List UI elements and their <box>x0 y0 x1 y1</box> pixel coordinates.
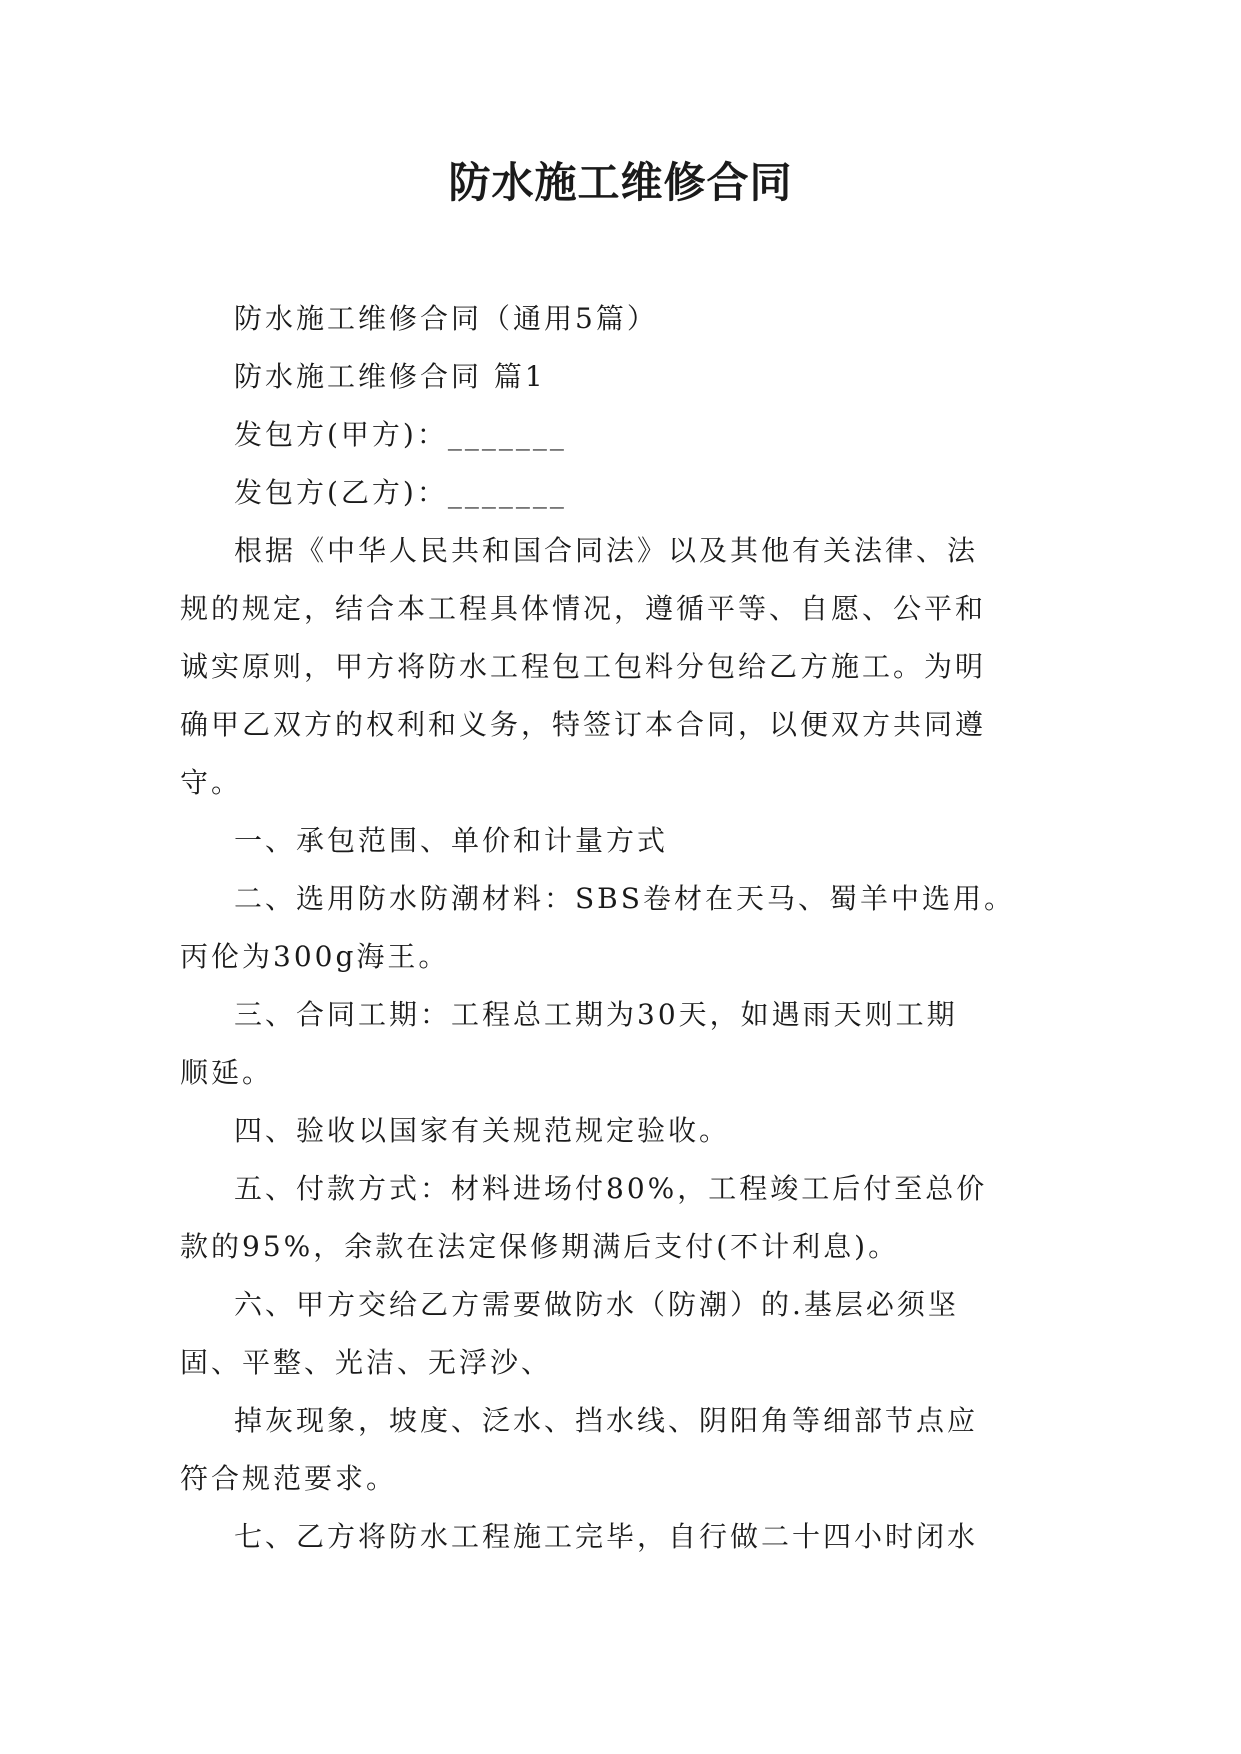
intro-paragraph-line: 守。 <box>180 766 243 799</box>
clause-6-continuation-line: 符合规范要求。 <box>180 1462 398 1495</box>
clause-1: 一、承包范围、单价和计量方式 <box>234 824 669 857</box>
clause-6-line: 六、甲方交给乙方需要做防水（防潮）的.基层必须坚 <box>234 1288 959 1321</box>
intro-paragraph-line: 确甲乙双方的权利和义务，特签订本合同，以便双方共同遵 <box>180 708 987 741</box>
clause-7-line: 七、乙方将防水工程施工完毕，自行做二十四小时闭水 <box>234 1520 979 1553</box>
clause-4: 四、验收以国家有关规范规定验收。 <box>234 1114 731 1147</box>
intro-paragraph-line: 规的规定，结合本工程具体情况，遵循平等、自愿、公平和 <box>180 592 987 625</box>
intro-paragraph-line: 诚实原则，甲方将防水工程包工包料分包给乙方施工。为明 <box>180 650 987 683</box>
clause-6-line: 固、平整、光洁、无浮沙、 <box>180 1346 553 1379</box>
intro-paragraph-line: 根据《中华人民共和国合同法》以及其他有关法律、法 <box>234 534 979 567</box>
clause-6-continuation-line: 掉灰现象，坡度、泛水、挡水线、阴阳角等细部节点应 <box>234 1404 979 1437</box>
clause-5-line: 五、付款方式：材料进场付80%，工程竣工后付至总价 <box>234 1172 988 1205</box>
clause-2-line: 丙伦为300g海王。 <box>180 940 450 973</box>
part-heading: 防水施工维修合同 篇1 <box>234 360 546 393</box>
contract-subtitle: 防水施工维修合同（通用5篇） <box>234 302 658 335</box>
document-title: 防水施工维修合同 <box>448 158 793 207</box>
party-b-line: 发包方(乙方)：_______ <box>234 476 567 509</box>
clause-5-line: 款的95%，余款在法定保修期满后支付(不计利息)。 <box>180 1230 900 1263</box>
party-a-line: 发包方(甲方)：_______ <box>234 418 567 451</box>
clause-3-line: 顺延。 <box>180 1056 274 1089</box>
clause-2-line: 二、选用防水防潮材料：SBS卷材在天马、蜀羊中选用。 <box>234 882 1015 915</box>
clause-3-line: 三、合同工期：工程总工期为30天，如遇雨天则工期 <box>234 998 958 1031</box>
document-body <box>180 290 1050 1566</box>
